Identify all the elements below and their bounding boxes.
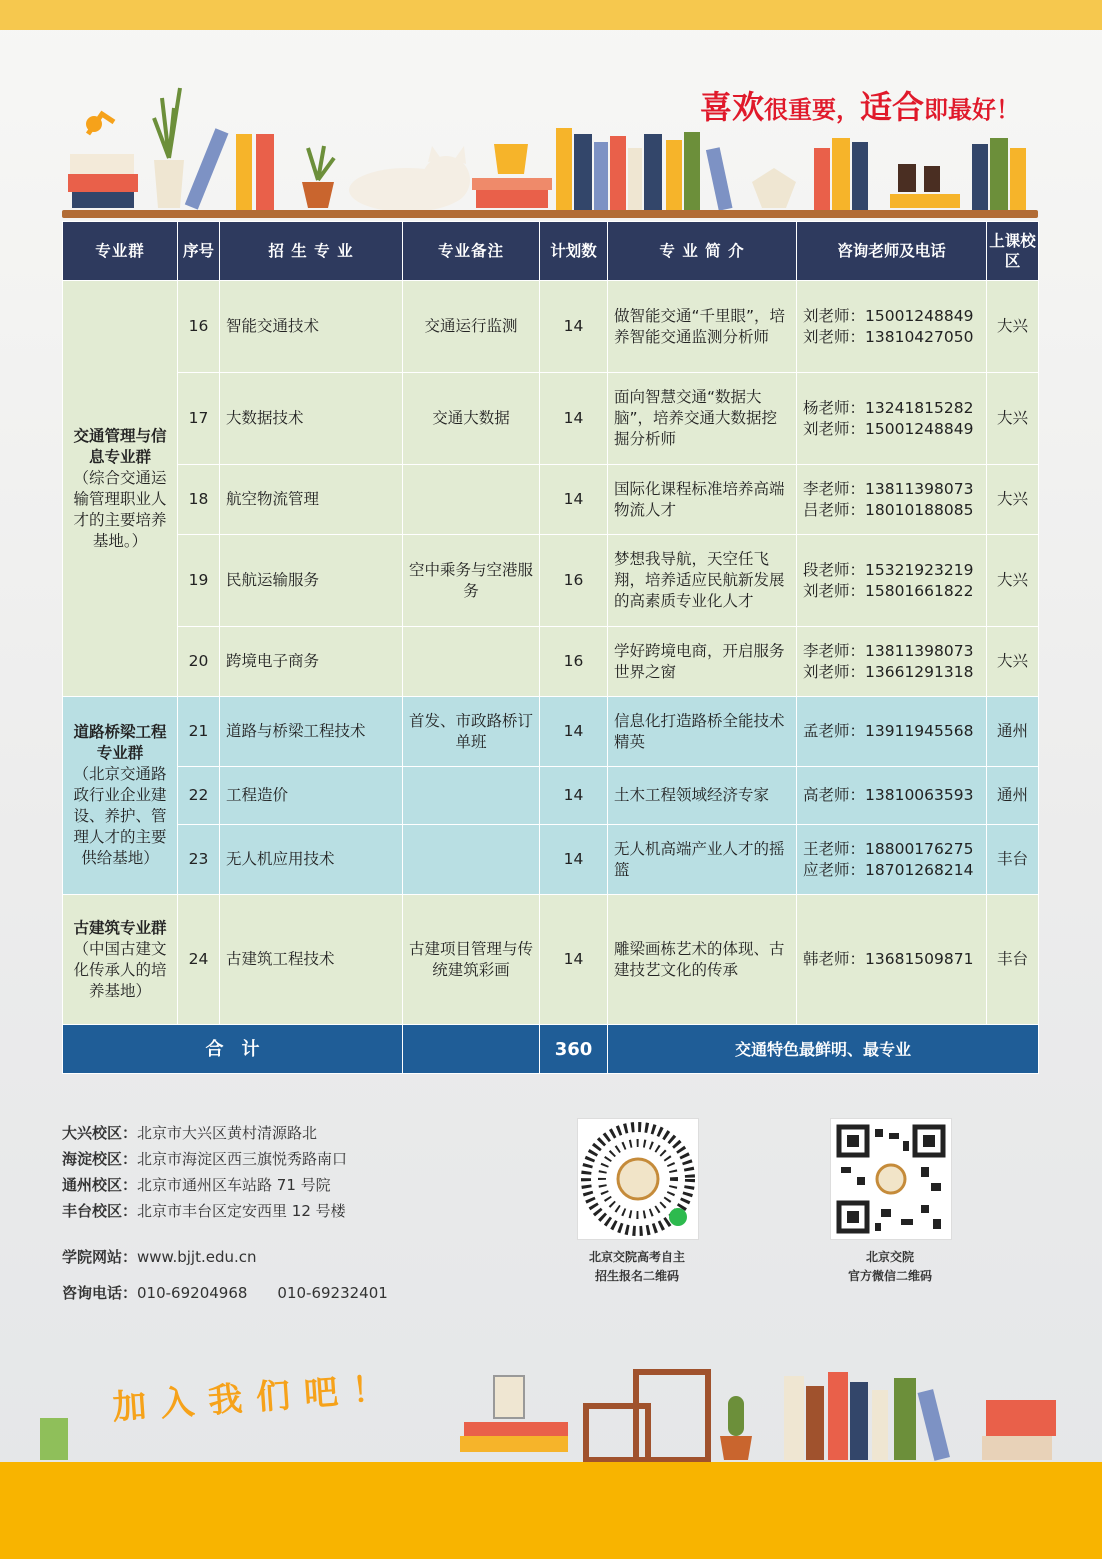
- row-remark: [403, 767, 540, 825]
- row-no: 23: [178, 825, 220, 895]
- top-banner: [0, 0, 1102, 30]
- enrollment-table: [62, 221, 1039, 1074]
- table-row: [63, 535, 1039, 627]
- row-campus: 大兴: [987, 627, 1039, 697]
- group-note: （北京交通路政行业企业建设、养护、管理人才的主要供给基地）: [73, 765, 167, 867]
- table-row: [63, 895, 1039, 1025]
- row-contact: [797, 465, 987, 535]
- mini-program-qr-code: [577, 1118, 699, 1240]
- row-plan: 14: [540, 697, 608, 767]
- contact-line: 韩老师：13681509871: [803, 950, 974, 968]
- table-row: [63, 767, 1039, 825]
- bottom-bookshelf-illustration: [36, 1366, 1066, 1462]
- row-contact: [797, 281, 987, 373]
- header-contact: 咨询老师及电话: [797, 222, 987, 281]
- row-remark: [403, 465, 540, 535]
- table-row: [63, 465, 1039, 535]
- row-no: 18: [178, 465, 220, 535]
- row-plan: 16: [540, 535, 608, 627]
- row-campus: 通州: [987, 697, 1039, 767]
- row-no: 16: [178, 281, 220, 373]
- contact-line: 应老师：18701268214: [803, 860, 974, 879]
- row-contact: [797, 627, 987, 697]
- row-no: 24: [178, 895, 220, 1025]
- table-row: [63, 697, 1039, 767]
- total-plan: 360: [540, 1025, 608, 1074]
- campus-label: 大兴校区：: [62, 1124, 138, 1142]
- row-intro: 无人机高端产业人才的摇篮: [608, 825, 797, 895]
- mini-program-qr-caption: [557, 1248, 717, 1286]
- row-plan: 14: [540, 281, 608, 373]
- bottom-banner: [0, 1462, 1102, 1559]
- group-cell-ancient: [63, 895, 178, 1025]
- total-row: [63, 1025, 1039, 1074]
- group-title: 古建筑专业群: [73, 918, 167, 937]
- campus-line: [62, 1198, 388, 1224]
- table-row: [63, 281, 1039, 373]
- qr-caption-line: 招生报名二维码: [594, 1269, 679, 1283]
- wechat-qr-caption: [810, 1248, 970, 1286]
- slogan-best: 即最好！: [924, 96, 1020, 124]
- row-no: 17: [178, 373, 220, 465]
- row-intro: 面向智慧交通“数据大脑”，培养交通大数据挖掘分析师: [608, 373, 797, 465]
- row-contact: [797, 697, 987, 767]
- group-note: （综合交通运输管理职业人才的主要培养基地。）: [73, 468, 167, 550]
- row-major: 无人机应用技术: [220, 825, 403, 895]
- row-remark: 交通大数据: [403, 373, 540, 465]
- row-campus: 大兴: [987, 535, 1039, 627]
- row-campus: 丰台: [987, 825, 1039, 895]
- campus-address: 北京市大兴区黄村清源路北: [137, 1124, 318, 1142]
- row-intro: 学好跨境电商，开启服务世界之窗: [608, 627, 797, 697]
- row-plan: 16: [540, 627, 608, 697]
- row-campus: 大兴: [987, 281, 1039, 373]
- campus-line: [62, 1146, 388, 1172]
- header-remark: 专业备注: [403, 222, 540, 281]
- row-major: 大数据技术: [220, 373, 403, 465]
- group-note: （中国古建文化传承人的培养基地）: [73, 939, 167, 1000]
- contact-line: 刘老师：13661291318: [803, 662, 974, 681]
- campus-label: 通州校区：: [62, 1176, 138, 1194]
- group-title: 交通管理与信息专业群: [73, 426, 167, 466]
- header-plan: 计划数: [540, 222, 608, 281]
- table-row: [63, 373, 1039, 465]
- qr-caption-line: 北京交院高考自主: [588, 1250, 685, 1264]
- row-intro: 做智能交通“千里眼”，培养智能交通监测分析师: [608, 281, 797, 373]
- row-remark: [403, 825, 540, 895]
- row-remark: 古建项目管理与传统建筑彩画: [403, 895, 540, 1025]
- contact-line: 王老师：18800176275: [803, 839, 974, 858]
- contact-line: 吕老师：18010188085: [803, 500, 974, 519]
- total-empty: [403, 1025, 540, 1074]
- row-major: 民航运输服务: [220, 535, 403, 627]
- row-contact: [797, 535, 987, 627]
- row-campus: 大兴: [987, 465, 1039, 535]
- row-campus: 丰台: [987, 895, 1039, 1025]
- contact-line: 李老师：13811398073: [803, 479, 974, 498]
- phone-numbers: 010-69204968 010-69232401: [137, 1284, 388, 1302]
- row-major: 工程造价: [220, 767, 403, 825]
- row-major: 跨境电子商务: [220, 627, 403, 697]
- row-contact: [797, 895, 987, 1025]
- header-major: 招 生 专 业: [220, 222, 403, 281]
- website-label: 学院网站：: [62, 1248, 138, 1266]
- campus-label: 海淀校区：: [62, 1150, 138, 1168]
- website-line: [62, 1244, 388, 1270]
- slogan: [600, 82, 1020, 128]
- row-plan: 14: [540, 895, 608, 1025]
- row-intro: 国际化课程标准培养高端物流人才: [608, 465, 797, 535]
- row-intro: 雕梁画栋艺术的体现、古建技艺文化的传承: [608, 895, 797, 1025]
- slogan-suit: 适合: [859, 88, 924, 126]
- qr-caption-line: 官方微信二维码: [847, 1269, 932, 1283]
- row-plan: 14: [540, 373, 608, 465]
- group-cell-bridge: [63, 697, 178, 895]
- phone-label: 咨询电话：: [62, 1284, 138, 1302]
- campus-line: [62, 1120, 388, 1146]
- row-plan: 14: [540, 825, 608, 895]
- website-link[interactable]: www.bjjt.edu.cn: [137, 1248, 257, 1266]
- contact-line: 刘老师：15001248849: [803, 306, 974, 325]
- qr-caption-line: 北京交院: [865, 1250, 914, 1264]
- row-plan: 14: [540, 465, 608, 535]
- phone-line: [62, 1280, 388, 1306]
- header-campus: 上课校区: [987, 222, 1039, 281]
- row-no: 20: [178, 627, 220, 697]
- header-group: 专业群: [63, 222, 178, 281]
- contact-info: [62, 1120, 388, 1306]
- row-no: 19: [178, 535, 220, 627]
- row-intro: 信息化打造路桥全能技术精英: [608, 697, 797, 767]
- table-header: [63, 222, 1039, 281]
- contact-line: 段老师：15321923219: [803, 560, 974, 579]
- contact-line: 杨老师：13241815282: [803, 398, 974, 417]
- row-no: 22: [178, 767, 220, 825]
- contact-line: 刘老师：15801661822: [803, 581, 974, 600]
- contact-line: 刘老师：15001248849: [803, 419, 974, 438]
- row-remark: 空中乘务与空港服务: [403, 535, 540, 627]
- row-plan: 14: [540, 767, 608, 825]
- campus-label: 丰台校区：: [62, 1202, 138, 1220]
- wechat-qr-code: [830, 1118, 952, 1240]
- header-no: 序号: [178, 222, 220, 281]
- row-no: 21: [178, 697, 220, 767]
- table-row: [63, 627, 1039, 697]
- group-cell-transport: [63, 281, 178, 697]
- campus-line: [62, 1172, 388, 1198]
- row-contact: [797, 767, 987, 825]
- campus-address: 北京市通州区车站路 71 号院: [137, 1176, 331, 1194]
- row-major: 道路与桥梁工程技术: [220, 697, 403, 767]
- row-intro: 梦想我导航，天空任飞翔，培养适应民航新发展的高素质专业化人才: [608, 535, 797, 627]
- contact-line: 高老师：13810063593: [803, 786, 974, 804]
- contact-line: 刘老师：13810427050: [803, 327, 974, 346]
- row-intro: 土木工程领域经济专家: [608, 767, 797, 825]
- table-row: [63, 825, 1039, 895]
- join-us-text: 加入我们吧！: [111, 1367, 402, 1428]
- total-slogan: 交通特色最鲜明、最专业: [608, 1025, 1039, 1074]
- row-remark: 首发、市政路桥订单班: [403, 697, 540, 767]
- campus-address: 北京市丰台区定安西里 12 号楼: [137, 1202, 346, 1220]
- row-contact: [797, 825, 987, 895]
- total-label: 合 计: [63, 1025, 403, 1074]
- row-major: 航空物流管理: [220, 465, 403, 535]
- row-major: 智能交通技术: [220, 281, 403, 373]
- group-title: 道路桥梁工程专业群: [73, 723, 167, 762]
- contact-line: 李老师：13811398073: [803, 641, 974, 660]
- contact-line: 孟老师：13911945568: [803, 722, 974, 740]
- row-campus: 通州: [987, 767, 1039, 825]
- row-remark: [403, 627, 540, 697]
- row-contact: [797, 373, 987, 465]
- row-campus: 大兴: [987, 373, 1039, 465]
- shelf-board: [62, 210, 1038, 218]
- row-major: 古建筑工程技术: [220, 895, 403, 1025]
- row-remark: 交通运行监测: [403, 281, 540, 373]
- header-intro: 专 业 简 介: [608, 222, 797, 281]
- slogan-like: 喜欢: [699, 88, 764, 126]
- slogan-important: 很重要，: [763, 96, 860, 124]
- campus-address: 北京市海淀区西三旗悦秀路南口: [137, 1150, 348, 1168]
